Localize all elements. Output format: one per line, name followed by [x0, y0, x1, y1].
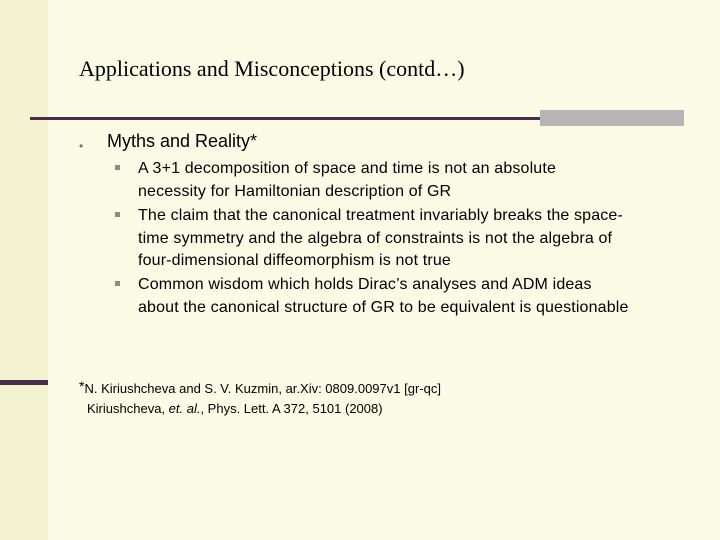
subbullet-3-line-1: Common wisdom which holds Dirac’s analyses and ADM ideas [138, 276, 592, 293]
footnote-reference-1: N. Kiriushcheva and S. V. Kuzmin, ar.Xiv: 0809.0097v1 [gr-qc] [84, 381, 441, 396]
footnote-reference-2-prefix: Kiriushcheva, [87, 401, 169, 416]
footnote-reference-2-suffix: , Phys. Lett. A 372, 5101 (2008) [200, 401, 383, 416]
left-band [0, 0, 48, 540]
footnote-line-1 [79, 376, 441, 399]
subbullet-square [115, 212, 120, 217]
subbullet-1-line-1: A 3+1 decomposition of space and time is not an absolute [138, 160, 557, 177]
slide-title: Applications and Misconceptions (contd…) [79, 56, 465, 81]
footnote-line-2 [87, 398, 383, 419]
footnote-marker: * [79, 378, 85, 394]
footnote-reference-2-italic: et. al. [168, 401, 201, 416]
title-divider-accent [540, 110, 684, 126]
subbullet-square [115, 281, 120, 286]
side-accent-bar [0, 380, 48, 385]
subbullet-3-line-2: about the canonical structure of GR to be equivalent is questionable [138, 298, 629, 316]
subbullet-2-line-2: time symmetry and the algebra of constraints is not the algebra of [138, 229, 613, 247]
title-divider [30, 117, 540, 120]
main-bullet-text: Myths and Reality* [107, 131, 258, 151]
subbullet-2-line-3: four-dimensional diffeomorphism is not true [138, 252, 451, 269]
bullet-dot: • [79, 139, 84, 153]
subbullet-2-line-1: The claim that the canonical treatment invariably breaks the space- [138, 207, 623, 224]
subbullet-1-line-2: necessity for Hamiltonian description of GR [138, 182, 452, 200]
subbullet-square [115, 165, 120, 170]
